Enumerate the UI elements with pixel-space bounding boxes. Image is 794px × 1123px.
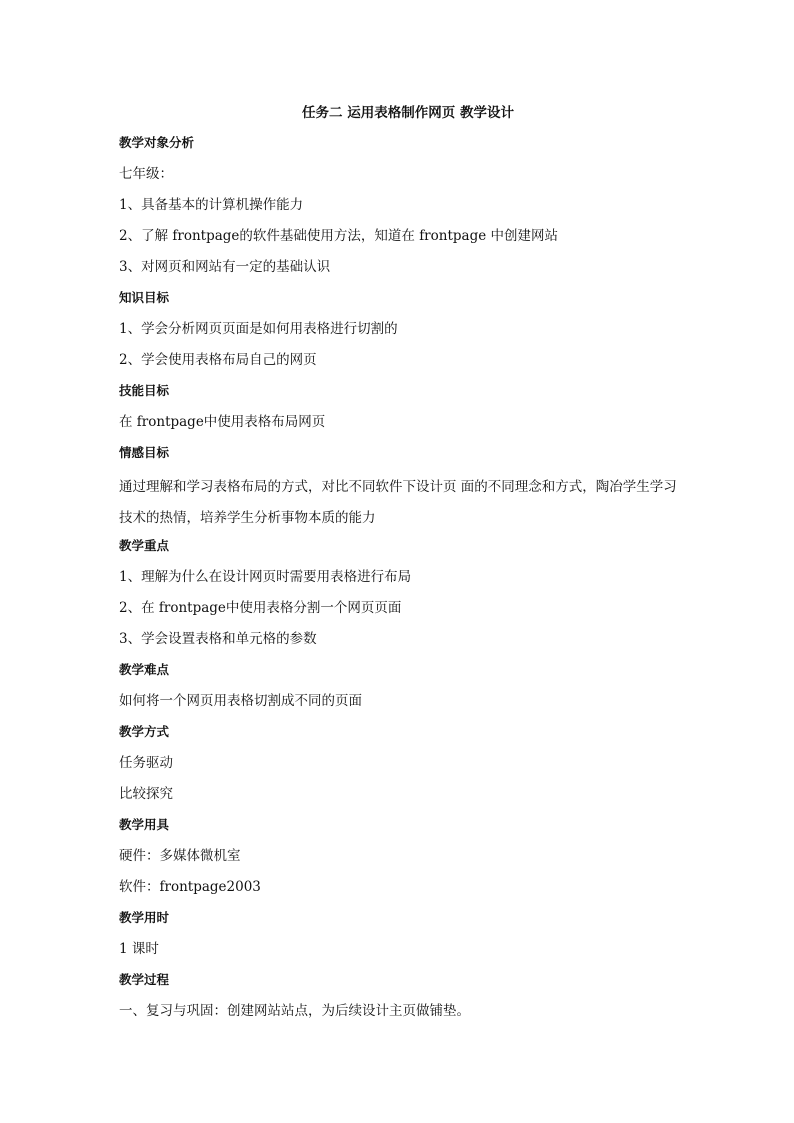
section-heading: 教学过程 [119, 972, 170, 987]
paragraph-line: 七年级： [119, 166, 173, 182]
paragraph-line: 3、学会设置表格和单元格的参数 [119, 631, 317, 647]
paragraph-line: 软件：frontpage2003 [119, 879, 261, 895]
paragraph-line: 1、学会分析网页页面是如何用表格进行切割的 [119, 321, 398, 337]
paragraph-line: 比较探究 [119, 786, 173, 802]
paragraph-line: 3、对网页和网站有一定的基础认识 [119, 259, 331, 275]
section-heading: 教学用具 [119, 817, 170, 832]
section-heading: 教学方式 [119, 724, 170, 739]
section-heading: 情感目标 [119, 445, 170, 460]
paragraph-line: 2、学会使用表格布局自己的网页 [119, 352, 317, 368]
paragraph-line: 任务驱动 [119, 755, 173, 771]
paragraph-line: 在 frontpage中使用表格布局网页 [119, 414, 326, 430]
document-page [119, 100, 679, 1030]
section-heading: 教学对象分析 [119, 135, 195, 150]
section-heading: 知识目标 [119, 290, 170, 305]
paragraph-line: 一、复习与巩固：创建网站站点，为后续设计主页做铺垫。 [119, 1003, 470, 1019]
section-heading: 教学难点 [119, 662, 170, 677]
section-heading: 教学重点 [119, 538, 170, 553]
paragraph-line: 1、理解为什么在设计网页时需要用表格进行布局 [119, 569, 412, 585]
document-title: 任务二 运用表格制作网页 教学设计 [302, 105, 514, 121]
paragraph-line: 1、具备基本的计算机操作能力 [119, 197, 304, 213]
paragraph-line: 硬件：多媒体微机室 [119, 848, 241, 864]
section-heading: 技能目标 [119, 383, 170, 398]
paragraph-line: 2、了解 frontpage的软件基础使用方法，知道在 frontpage 中创建网站 [119, 228, 558, 244]
paragraph-line: 1 课时 [119, 941, 159, 957]
paragraph-line: 如何将一个网页用表格切割成不同的页面 [119, 693, 362, 709]
paragraph-line: 2、在 frontpage中使用表格分割一个网页页面 [119, 600, 402, 616]
section-heading: 教学用时 [119, 910, 170, 925]
paragraph-wrapped: 通过理解和学习表格布局的方式，对比不同软件下设计页 面的不同理念和方式，陶冶学生学习技术的热情，培养学生分析事物本质的能力 [119, 479, 677, 526]
